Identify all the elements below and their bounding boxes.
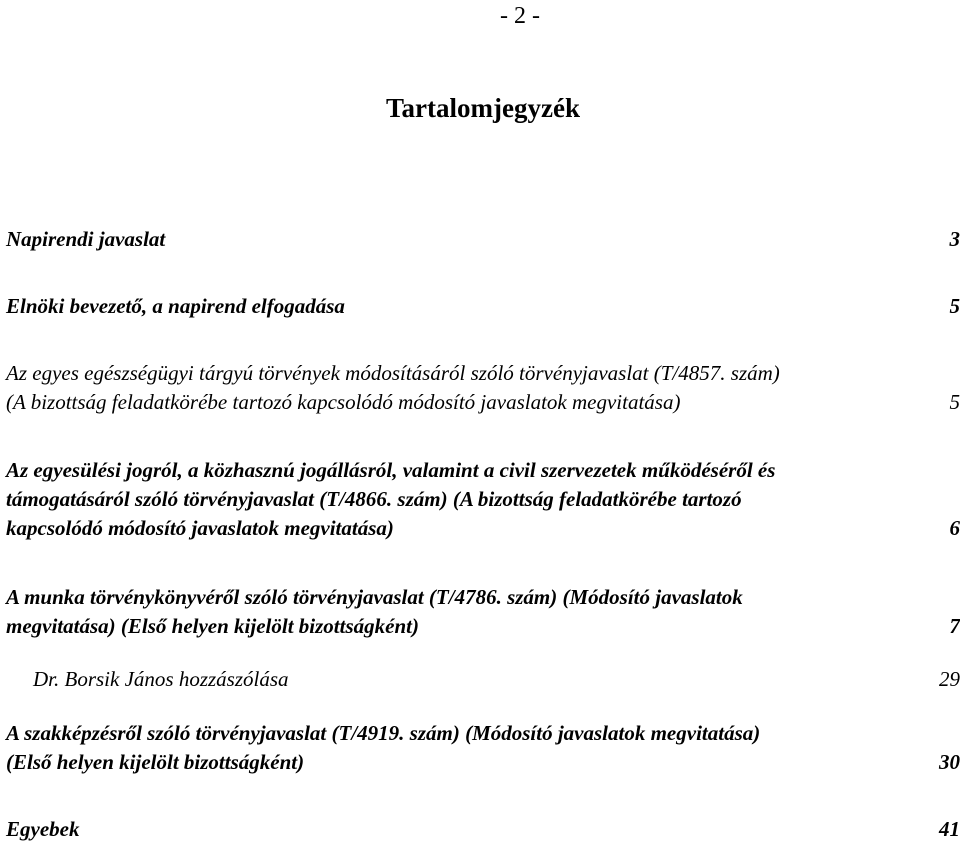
toc-entry-page: 3	[949, 227, 960, 251]
toc-entry-page: 30	[939, 750, 960, 774]
toc-entry-text: Egyebek	[6, 817, 80, 841]
toc-entry-page: 41	[939, 817, 960, 841]
toc-entry-text: (Első helyen kijelölt bizottságként)	[6, 750, 305, 774]
toc-entry-text: kapcsolódó módosító javaslatok megvitatása)	[6, 516, 394, 540]
toc-entry-egeszsegugyi-torvenyek	[6, 359, 960, 417]
toc-entry-text: A szakképzésről szóló törvényjavaslat (T/4919. szám) (Módosító javaslatok megvitatása)	[6, 721, 761, 745]
toc-entry-text: Az egyesülési jogról, a közhasznú jogállásról, valamint a civil szervezetek működéséről és	[6, 458, 776, 482]
toc-entry-text: (A bizottság feladatkörébe tartozó kapcsolódó módosító javaslatok megvitatása)	[6, 390, 681, 414]
toc-entry-napirendi-javaslat	[6, 225, 960, 254]
toc-entry-munka-torvenykonyve	[6, 583, 960, 641]
toc-entry-text: A munka törvénykönyvéről szóló törvényjavaslat (T/4786. szám) (Módosító javaslatok	[6, 585, 743, 609]
toc-entry-borsik-hozzaszolasa	[33, 665, 960, 694]
toc-entry-page: 29	[939, 667, 960, 691]
toc-entry-egyesulesi-jog	[6, 456, 960, 543]
toc-entry-szakkepzes	[6, 719, 960, 777]
toc-entry-text: Dr. Borsik János hozzászólása	[33, 667, 289, 691]
toc-entry-page: 6	[949, 516, 960, 540]
toc-entry-text: megvitatása) (Első helyen kijelölt bizottságként)	[6, 614, 419, 638]
toc-entry-text: támogatásáról szóló törvényjavaslat (T/4866. szám) (A bizottság feladatkörébe tartozó	[6, 487, 742, 511]
toc-entry-text: Az egyes egészségügyi tárgyú törvények módosításáról szóló törvényjavaslat (T/4857. szám)	[6, 361, 780, 385]
toc-entry-page: 5	[949, 294, 960, 318]
toc-entry-page: 5	[949, 390, 960, 414]
toc-entry-egyebek	[6, 815, 960, 844]
page-number: - 2 -	[500, 3, 540, 29]
document-title: Tartalomjegyzék	[386, 93, 580, 123]
toc-entry-text: Elnöki bevezető, a napirend elfogadása	[6, 294, 345, 318]
toc-entry-elnoki-bevezeto	[6, 292, 960, 321]
toc-entry-text: Napirendi javaslat	[6, 227, 166, 251]
toc-entry-page: 7	[949, 614, 960, 638]
